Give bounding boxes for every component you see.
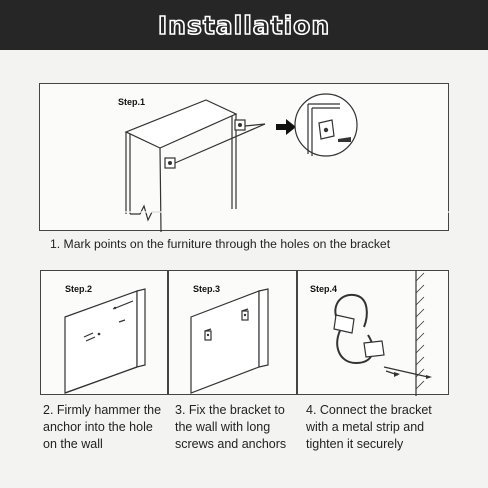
arrow-icon <box>394 372 400 377</box>
header-bar <box>0 0 488 50</box>
step1-illustration <box>40 84 450 232</box>
arrow-icon <box>276 119 296 135</box>
step1-label: Step.1 <box>118 97 146 107</box>
step3-illustration <box>169 271 298 396</box>
step4-illustration <box>298 271 450 396</box>
page-title: Installation <box>157 10 331 40</box>
wall-hatch <box>416 273 424 389</box>
wall-panel <box>65 291 137 393</box>
step1-panel <box>39 83 449 231</box>
step4-panel <box>297 270 449 395</box>
step3-label: Step.3 <box>193 284 221 294</box>
step3-panel <box>168 270 297 395</box>
furniture-top <box>126 100 236 148</box>
step3-caption: 3. Fix the bracket to the wall with long screws and anchors <box>175 403 287 451</box>
step2-illustration <box>41 271 169 396</box>
step2-label: Step.2 <box>65 284 93 294</box>
wall-panel <box>191 291 259 393</box>
bracket-bottom <box>364 341 384 357</box>
step4-caption: 4. Connect the bracket with a metal strip and tighten it securely <box>306 403 432 451</box>
bracket-top <box>334 315 354 333</box>
step2-caption: 2. Firmly hammer the anchor into the hole on the wall <box>43 403 162 451</box>
step2-panel <box>40 270 168 395</box>
step1-caption: 1. Mark points on the furniture through the holes on the bracket <box>50 237 391 251</box>
step4-label: Step.4 <box>310 284 338 294</box>
